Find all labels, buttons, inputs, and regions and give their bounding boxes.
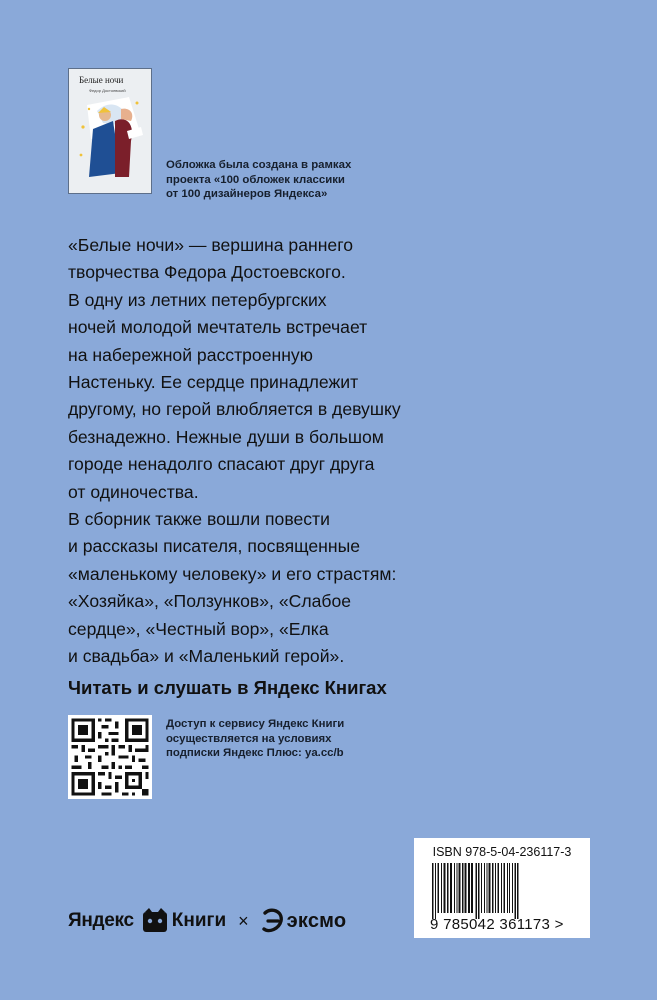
description-line: сердце», «Честный вор», «Елка [68,618,329,639]
barcode-bar [462,863,464,913]
barcode-bar [465,863,467,913]
book-description [68,232,428,671]
description-line: «Белые ночи» — вершина раннего [68,235,354,255]
access-note-line: осуществляется на условиях [166,732,332,745]
cover-thumbnail-author: Федор Достоевский [89,88,126,93]
description-line: Настеньку. Ее сердце принадлежит [68,372,359,393]
access-note-line: подписки Яндекс Плюс: ya.cc/b [166,747,344,759]
isbn-barcode [414,838,590,938]
cover-note-line: Обложка была создана в рамках [166,159,352,171]
description-line: и свадьба» и «Маленький герой». [68,646,345,667]
barcode-bar [509,863,510,913]
barcode-bar [514,863,515,919]
barcode-bar [484,863,485,913]
barcode-bar [501,863,502,913]
barcode-bar [450,863,452,913]
access-note-line: Доступ к сервису Яндекс Книги [166,718,345,730]
read-in-yandex-heading: Читать и слушать в Яндекс Книгах [68,677,387,698]
knigi-logo: Книги [171,910,227,931]
yandex-logo: Яндекс [68,910,134,931]
barcode-bar [512,863,513,913]
barcode-bar [478,863,479,919]
publisher-logos [68,904,346,938]
barcode-bar [481,863,482,913]
barcode-bar [475,863,476,919]
cat-icon [142,908,168,934]
barcode-bar [468,863,470,913]
description-line: безнадежно. Нежные души в большом [68,426,384,447]
isbn-label: ISBN 978-5-04-236117-3 [432,845,572,859]
qr-code[interactable] [68,715,152,799]
eksmo-icon [261,907,285,935]
barcode-bar [495,863,496,913]
barcode-bar [498,863,500,913]
description-line: В одну из летних петербургских [68,289,327,310]
description-line: «Хозяйка», «Ползунков», «Слабое [68,591,352,612]
barcode-bar [507,863,508,913]
barcode-bar [438,863,440,913]
barcode-bar [454,863,455,913]
barcode-bar [456,863,457,913]
barcode-bar [486,863,487,913]
barcode-bar [443,863,445,913]
cover-thumbnail-title: Белые ночи [79,75,124,85]
barcode-bar [447,863,449,913]
description-line: на набережной расстроенную [68,344,313,365]
barcode-bar [471,863,473,913]
barcode-bar [435,863,436,919]
barcode-bar [517,863,518,919]
barcode-bar [503,863,505,913]
description-line: творчества Федора Достоевского. [68,262,346,283]
cover-note-line: от 100 дизайнеров Яндекса» [166,188,328,200]
cover-note [166,158,386,202]
description-line: «маленькому человеку» и его страстям: [68,563,397,584]
barcode-bar [432,863,433,919]
description-line: городе ненадолго спасают друг друга [68,454,375,475]
cover-note-line: проекта «100 обложек классики [166,173,345,186]
description-line: В сборник также вошли повести [68,509,330,530]
description-line: от одиночества. [68,481,199,502]
barcode-bar [459,863,461,913]
access-note [166,717,406,761]
times-sign: × [238,910,249,931]
description-line: другому, но герой влюбляется в девушку [68,399,401,420]
description-line: ночей молодой мечтатель встречает [68,317,368,338]
barcode-bar [441,863,442,913]
cover-thumbnail [68,68,152,194]
description-line: и рассказы писателя, посвященные [68,536,361,557]
qr-code-pattern [68,715,152,799]
barcode-bar [492,863,494,913]
eksmo-logo: эксмо [286,909,347,932]
barcode-bar [489,863,491,913]
barcode-digits: 9 785042 361173 > [430,916,564,933]
